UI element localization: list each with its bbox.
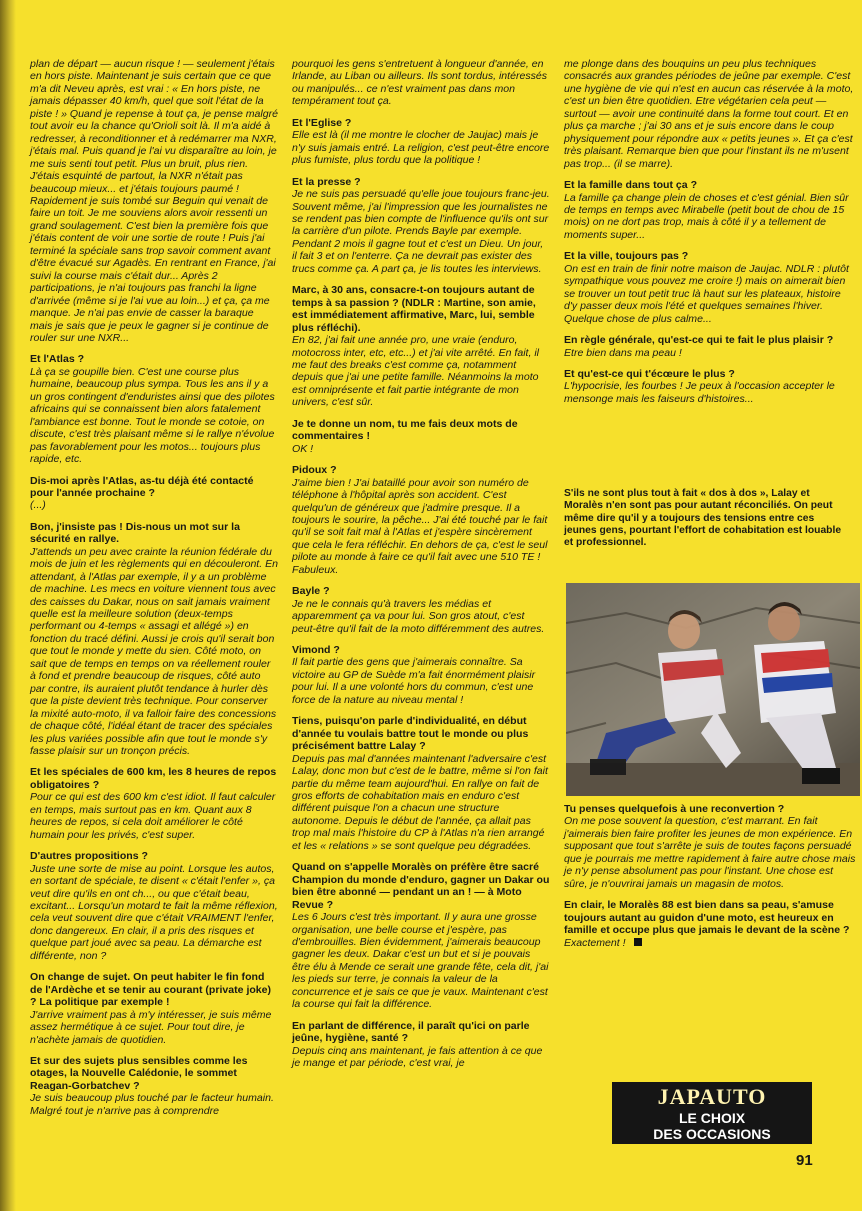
- end-of-article-square-icon: [634, 938, 642, 946]
- column-3-continued: [564, 803, 856, 958]
- ad-line-2: LE CHOIX: [678, 1110, 746, 1126]
- column-2: [292, 58, 550, 1079]
- photo-caption: S'ils ne sont plus tout à fait « dos à dos », Lalay et Moralès n'en sont pas pour autant réconciliés. On peut même dire qu'il y a toujours des tensions entre ces jeunes gens, pourtant l'effort de cohabitation est louable et professionnel.: [564, 488, 842, 549]
- ad-line-3: DES OCCASIONS: [653, 1126, 771, 1142]
- column-1: [30, 58, 278, 1126]
- qa-block: Quand on s'appelle Moralès on préfère être sacré Champion du monde d'enduro, gagner un Dakar ou bien être abonné — pendant un an ! — à Moto Revue ? Les 6 Jours c'est très important. Il y aura une grosse organisation, une belle course et j'espère, pas d'embrouilles. Bien évidemment, j'aimerais beaucoup gagner les deux. Dakar c'est un but et si je pouvais être élu à Mende ce serait une grande fête, cela dit, j'ai les pieds sur terre, je connais la valeur de la concurrence et je sais ce que je vaux. Maintenant c'est la course qui fait la différence.: [292, 861, 550, 1011]
- qa-block: Et sur des sujets plus sensibles comme les otages, la Nouvelle Calédonie, le sommet Reagan-Gorbatchev ? Je suis beaucoup plus touché par le facteur humain. Malgré tout je n'arrive pas à comprendre: [30, 1054, 274, 1117]
- qa-block: Marc, à 30 ans, consacre-t-on toujours autant de temps à sa passion ? (NDLR : Martine, son amie, est immédiatement affirmative, Marc, lui, semble plus réfléchi). En 82, j'ai fait une année pro, une vraie (enduro, motocross inter, etc, etc...) et j'ai vite arrêté. En fait, il me faut des breaks c'est comme ça, notamment depuis que j'ai une petite famille. Néanmoins la moto est omniprésente et fait partie intégrante de mon univers, c'est sûr.: [292, 284, 540, 409]
- qa-block: Et la famille dans tout ça ? La famille ça change plein de choses et c'est génial. Bien sûr de temps en temps avec Mirabelle (petit bout de chou de 15 mois) on ne dort pas trop, mais à côté il y a tellement de moments super...: [564, 179, 849, 241]
- paragraph: me plonge dans des bouquins un peu plus techniques consacrés aux grandes périodes de jeûne par exemple. C'est une hygiène de vie qui n'est en aucun cas réservée à la moto, c'est un bien être quotidien. Etre végétarien cela peut — surtout — avoir une continuité dans la forme tout court. Et en plus ça marche ; j'ai 30 ans et je suis encore dans le coup physiquement pour répondre aux « petits jeunes ». Et ça c'est très plaisant. Remarque bien que pour l'instant ils ne m'usent pas trop... (il se marre).: [564, 58, 854, 170]
- qa-block: Et les spéciales de 600 km, les 8 heures de repos obligatoires ? Pour ce qui est des 600 km c'est idiot. Il faut calculer en temps, mais surtout pas en km. Quant aux 8 heures de repos, si cela doit améliorer le côté humain pour les privés, c'est super.: [30, 766, 277, 841]
- qa-block: En parlant de différence, il paraît qu'ici on parle jeûne, hygiène, santé ? Depuis cinq ans maintenant, je fais attention à ce que je mange et par période, c'est vrai, je: [292, 1019, 543, 1070]
- japauto-advertisement: [612, 1082, 812, 1144]
- qa-block: Vimond ? Il fait partie des gens que j'aimerais connaître. Sa victoire au GP de Suède m'a fait énormément plaisir pour lui. Il a une volonté hors du commun, c'est une force de la nature au niveau mental !: [292, 644, 536, 706]
- qa-block: D'autres propositions ? Juste une sorte de mise au point. Lorsque les autos, en sortant de spéciale, te disent « c'était l'enfer », ça veut dire qu'ils en ont ch..., ou que c'était beau, excitant... Lorsqu'un motard te fait la même réflexion, cela veut souvent dire que c'était VRAIMENT l'enfer, donc dangereux. En clair, il a pris des risques et quelque part joué avec sa peau. La démarche est différente, non ?: [30, 850, 278, 962]
- qa-block: Je te donne un nom, tu me fais deux mots de commentaires ! OK !: [292, 417, 518, 455]
- qa-block: Et l'Atlas ? Là ça se goupille bien. C'est une course plus humaine, beaucoup plus sympa. Tous les ans il y a un gros contingent d'enduristes ainsi que des pilotes africains qui se connaissent bien alors fatalement l'ambiance est bonne. Tout le monde se cotoie, on discute, c'est très plaisant même si le rallye n'évolue pas favorablement pour les motos... toujours plus rapide, etc.: [30, 353, 275, 466]
- ad-brand: JAPAUTO: [657, 1084, 767, 1109]
- qa-block: Tu penses quelquefois à une reconvertion ? On me pose souvent la question, c'est marrant. En fait j'aimerais bien faire profiter les jeunes de mon expérience. En supposant que tout s'arrête je suis de toutes façons persuadé que je pourrais me mettre rapidement à faire autre chose mais je n'y pense absolument pas pour l'instant. Une chose est sûre, je n'ouvrirai jamais un magasin de motos.: [564, 803, 856, 890]
- page-number: 91: [796, 1152, 813, 1169]
- qa-block: Et la ville, toujours pas ? On est en train de finir notre maison de Jaujac. NDLR : plutôt sympathique vous pouvez me croire !) mais on aimerait bien se trouver un tout petit truc là haut sur les plateaux, histoire d'y passer deux mois l'été et quelques semaines l'hiver. Quelque chose de plus calme...: [564, 250, 849, 325]
- qa-block: Bayle ? Je ne le connais qu'à travers les médias et apparemment ça va pour lui. Son gros atout, c'est peut-être qu'il fait de la moto différemment des autres.: [292, 585, 545, 635]
- qa-block: En règle générale, qu'est-ce qui te fait le plus plaisir ? Etre bien dans ma peau !: [564, 334, 834, 359]
- qa-block: Et l'Eglise ? Elle est là (il me montre le clocher de Jaujac) mais je n'y suis jamais entré. La religion, c'est peut-être encore plus fumiste, plus tordu que la politique !: [292, 116, 550, 167]
- qa-block: Et qu'est-ce qui t'écœure le plus ? L'hypocrisie, les fourbes ! Je peux à l'occasion accepter le mensonge mais les faiseurs d'histoires...: [564, 367, 835, 405]
- paragraph: pourquoi les gens s'entretuent à longueur d'année, en Irlande, au Liban ou ailleurs. Ils sont tordus, intéressés ou manipulés... ce n'est vraiment pas dans mon tempérament tout ça.: [292, 58, 548, 108]
- qa-block: En clair, le Moralès 88 est bien dans sa peau, s'amuse toujours autant au guidon d'une moto, est heureux en famille et occupe plus que jamais le devant de la scène ? Exactement !: [564, 899, 856, 949]
- photo-riders-sitting: [566, 583, 860, 796]
- qa-block: Et la presse ? Je ne suis pas persuadé qu'elle joue toujours franc-jeu. Souvent même, j'ai l'impression que les journalistes ne se rendent pas bien compte de l'influence qu'ils ont sur la carrière d'un pilote. Prends Bayle par exemple. Pendant 2 mois il gagne tout et c'est un Dieu. Un jour, il fait 3 et on l'enterre. Ça ne devrait pas exister des trucs comme ça. A part ça, je lis toutes les interviews.: [292, 175, 550, 275]
- qa-block: Dis-moi après l'Atlas, as-tu déjà été contacté pour l'année prochaine ? (...): [30, 474, 254, 512]
- page-spine-shadow: [0, 0, 16, 1211]
- qa-block: Pidoux ? J'aime bien ! J'ai bataillé pour avoir son numéro de téléphone à l'hôpital après son accident. C'est quelqu'un de généreux que j'admire presque. Il a toujours le sourire, la pêche... J'ai été touché par le fait qu'il se soit fait mal à l'Atlas et j'espère sincèrement que cela le fera réfléchir. En dehors de ça, c'est le seul pilote au monde à faire ce qu'il fait avec une 510 TE ! Fabuleux.: [292, 464, 548, 576]
- qa-block: On change de sujet. On peut habiter le fin fond de l'Ardèche et se tenir au courant (private joke) ? La politique par exemple ! J'arrive vraiment pas à m'y intéresser, je suis même assez hermétique à ce sujet. Pour tout dire, je n'achète jamais de quotidien.: [30, 971, 272, 1046]
- paragraph: plan de départ — aucun risque ! — seulement j'étais en hors piste. Maintenant je suis certain que ce que m'a dit Neveu après, est vrai : « En hors piste, ne jamais dépasser 40 km/h, quel que soit l'état de la piste ! » Quand je repense à tout ça, je pense malgré tout avoir eu la chance qu'Orioli soit là. Il m'a aidé à redresser, à reconditionner et à redémarrer ma NXR, j'étais mal. Puis quand je l'ai vu disparaître au loin, je me suis senti tout petit. Plus un bruit, plus rien. J'étais esquinté de partout, la NXR n'était pas beaucoup mieux... et j'étais toujours paumé ! Rapidement je suis tombé sur Beguin qui venait de faire un toit. Je me souviens alors avoir ressenti un grand soulagement. C'est bien la première fois que j'étais content de voir une sortie de route ! Puis j'ai terminé la spéciale sans trop savoir comment avant d'être évacué sur Agadès. En rentrant en France, j'ai suivi la course mais c'était dur... Après 2 participations, je n'ai toujours pas franchi la ligne d'arrivée (même si je l'ai vue au loin...) et ça, ça me manque. Je n'ai pas envie de casser la baraque mais je sais que je peux le gagner si je continue de rouler sur une NXR...: [30, 58, 279, 344]
- final-answer: Exactement !: [564, 937, 856, 949]
- qa-block: Bon, j'insiste pas ! Dis-nous un mot sur la sécurité en rallye. J'attends un peu avec crainte la réunion fédérale du mois de juin et les règlements qui en découleront. En attendant, à l'Atlas par exemple, il y a un problème de machine. Les mecs en voiture viennent tous avec des caisses du Dakar, nous on sait jamais vraiment quelle est la meilleure solution (deux-temps performant ou 4-temps « assagi et allégé ») en fonction du tracé défini. Aussi je crois qu'il serait bon que tout le monde y mette du sien. Côté moto, on sait que de temps en temps on va réellement rouler à fond et prendre beaucoup de risques, côté auto par contre, ils auraient plutôt tendance à hurler dès que la piste devient très technique. Pour conserver la mixité auto-moto, il va falloir faire des concessions de chaque côté, l'idéal étant de tracer des spéciales les plus variées possible afin que tout le monde s'y fasse plaisir sur un tronçon précis.: [30, 520, 278, 758]
- qa-block: Tiens, puisqu'on parle d'individualité, en début d'année tu voulais battre tout le monde ou plus précisément battre Lalay ? Depuis pas mal d'années maintenant l'adversaire c'est Lalay, donc mon but c'est de le battre, même si l'on fait partie du même team aujourd'hui. En rallye on fait de gros efforts de cohabitation mais en enduro c'est différent puisque l'on a chacun une structure autonome. Depuis le début de l'année, ça allait pas trop mal mais l'histoire du CP à l'Atlas n'a rien arrangé et les « relations » se sont quelque peu dégradées.: [292, 715, 548, 852]
- column-3: [564, 58, 856, 414]
